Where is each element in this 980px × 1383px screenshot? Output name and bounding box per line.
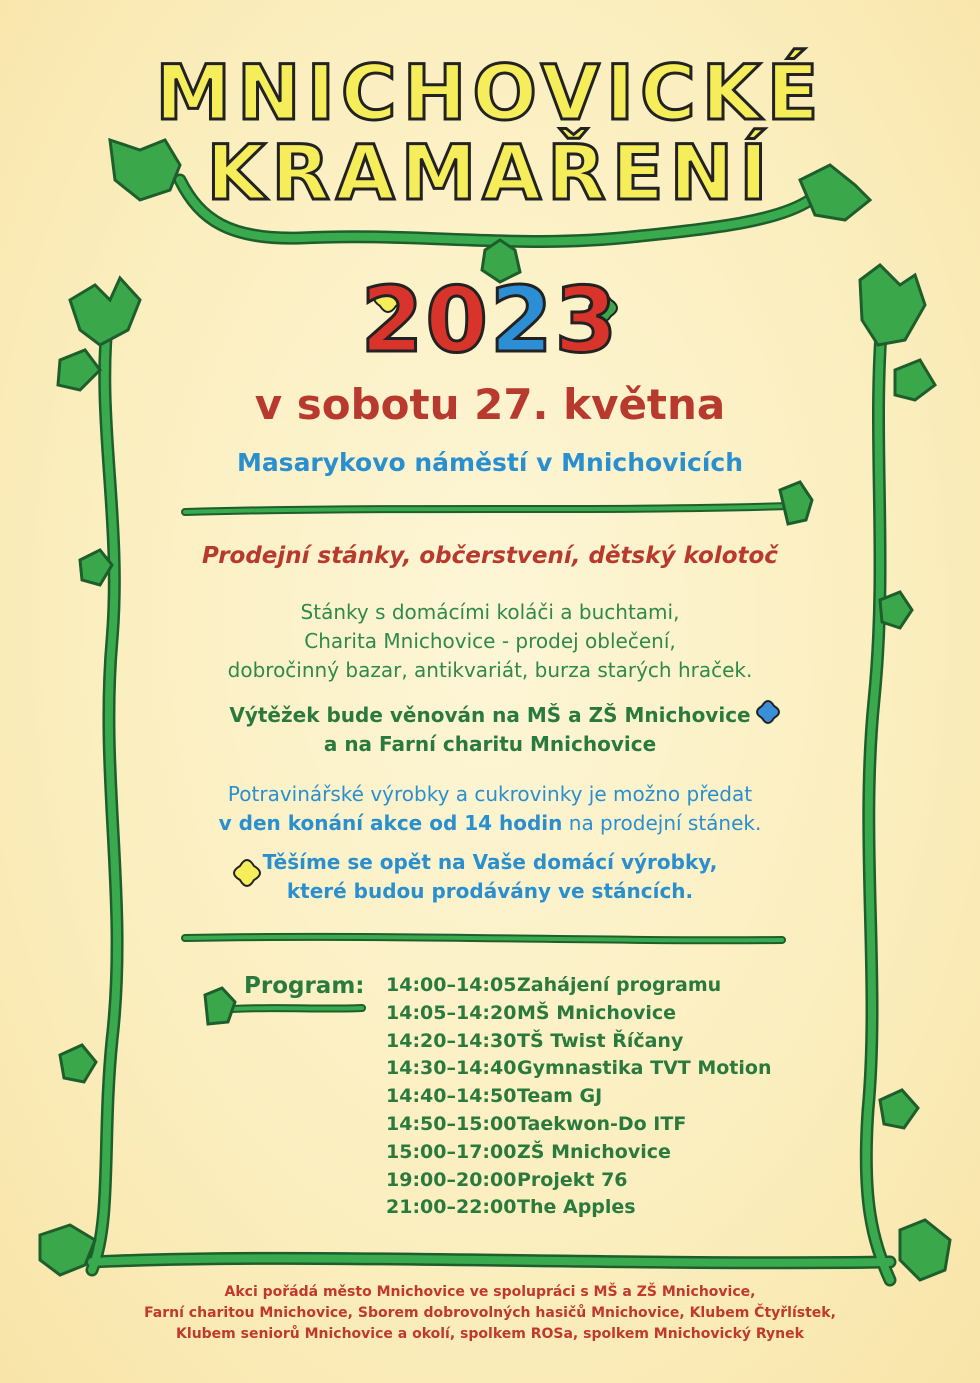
schedule-row <box>386 1113 771 1141</box>
food-notice-line1: Potravinářské výrobky a cukrovinky je možno předat <box>227 782 753 806</box>
event-title-line2: KRAMAŘENÍ <box>206 128 774 217</box>
welcome-line: které budou prodávány ve stáncích. <box>286 879 694 903</box>
welcome-message <box>0 848 980 906</box>
schedule-act: TŠ Twist Říčany <box>517 1029 684 1052</box>
description-line: Charita Mnichovice - prodej oblečení, <box>304 629 676 653</box>
year-digit: 2 <box>490 268 555 373</box>
schedule-row <box>386 1141 771 1169</box>
program-label: Program: <box>244 973 365 999</box>
year-digit: 0 <box>425 268 490 373</box>
year-digit: 2 <box>360 268 426 373</box>
schedule-row <box>386 1196 771 1224</box>
description-line: Stánky s domácími koláči a buchtami, <box>300 600 680 624</box>
footer-line: Farní charitou Mnichovice, Sborem dobrovolných hasičů Mnichovice, Klubem Čtyřlístek, <box>144 1305 836 1321</box>
proceeds-line: a na Farní charitu Mnichovice <box>323 732 657 756</box>
schedule-row <box>386 974 771 1002</box>
schedule-act: Projekt 76 <box>517 1168 628 1191</box>
proceeds-notice <box>0 701 980 759</box>
schedule-act: Zahájení programu <box>517 974 722 996</box>
schedule-act: Team GJ <box>517 1085 603 1108</box>
schedule-time: 14:05–14:20 <box>386 1001 517 1024</box>
food-notice <box>0 780 980 838</box>
schedule-act: The Apples <box>517 1196 636 1219</box>
food-notice-rest: na prodejní stánek. <box>562 811 762 835</box>
food-notice-line2 <box>0 809 980 838</box>
schedule-time: 21:00–22:00 <box>386 1196 517 1219</box>
schedule-time: 19:00–20:00 <box>386 1168 517 1191</box>
footer-line: Akci pořádá město Mnichovice ve spolupráci s MŠ a ZŠ Mnichovice, <box>224 1284 756 1300</box>
schedule-row <box>386 1169 771 1197</box>
year-digit: 3 <box>554 268 620 373</box>
highlights-heading: Prodejní stánky, občerstvení, dětský kolotoč <box>202 543 778 569</box>
schedule-time: 14:40–14:50 <box>386 1085 517 1108</box>
schedule-act: Gymnastika TVT Motion <box>517 1057 772 1080</box>
schedule-row <box>386 1002 771 1030</box>
event-location: Masarykovo náměstí v Mnichovicích <box>236 448 744 477</box>
schedule-time: 15:00–17:00 <box>386 1140 517 1163</box>
event-date: v sobotu 27. května <box>254 380 726 429</box>
description-line: dobročinný bazar, antikvariát, burza starých hraček. <box>227 658 753 682</box>
schedule-time: 14:50–15:00 <box>386 1112 517 1135</box>
event-title-line1: MNICHOVICKÉ <box>155 48 825 137</box>
program-schedule <box>386 974 771 1224</box>
welcome-line: Těšíme se opět na Vaše domácí výrobky, <box>262 850 718 874</box>
schedule-act: MŠ Mnichovice <box>517 1001 677 1024</box>
schedule-time: 14:30–14:40 <box>386 1057 517 1080</box>
schedule-row <box>386 1085 771 1113</box>
event-year <box>0 268 980 373</box>
schedule-row <box>386 1057 771 1085</box>
schedule-time: 14:20–14:30 <box>386 1029 517 1052</box>
schedule-act: Taekwon-Do ITF <box>517 1112 687 1135</box>
schedule-row <box>386 1030 771 1058</box>
schedule-act: ZŠ Mnichovice <box>517 1140 671 1163</box>
schedule-time: 14:00–14:05 <box>386 974 517 996</box>
footer-line: Klubem seniorů Mnichovice a okolí, spolkem ROSa, spolkem Mnichovický Rynek <box>176 1326 804 1342</box>
proceeds-line: Výtěžek bude věnován na MŠ a ZŠ Mnichovice <box>229 703 751 727</box>
food-notice-time: v den konání akce od 14 hodin <box>218 811 563 835</box>
organizers-footer <box>0 1282 980 1345</box>
stalls-description <box>0 598 980 685</box>
